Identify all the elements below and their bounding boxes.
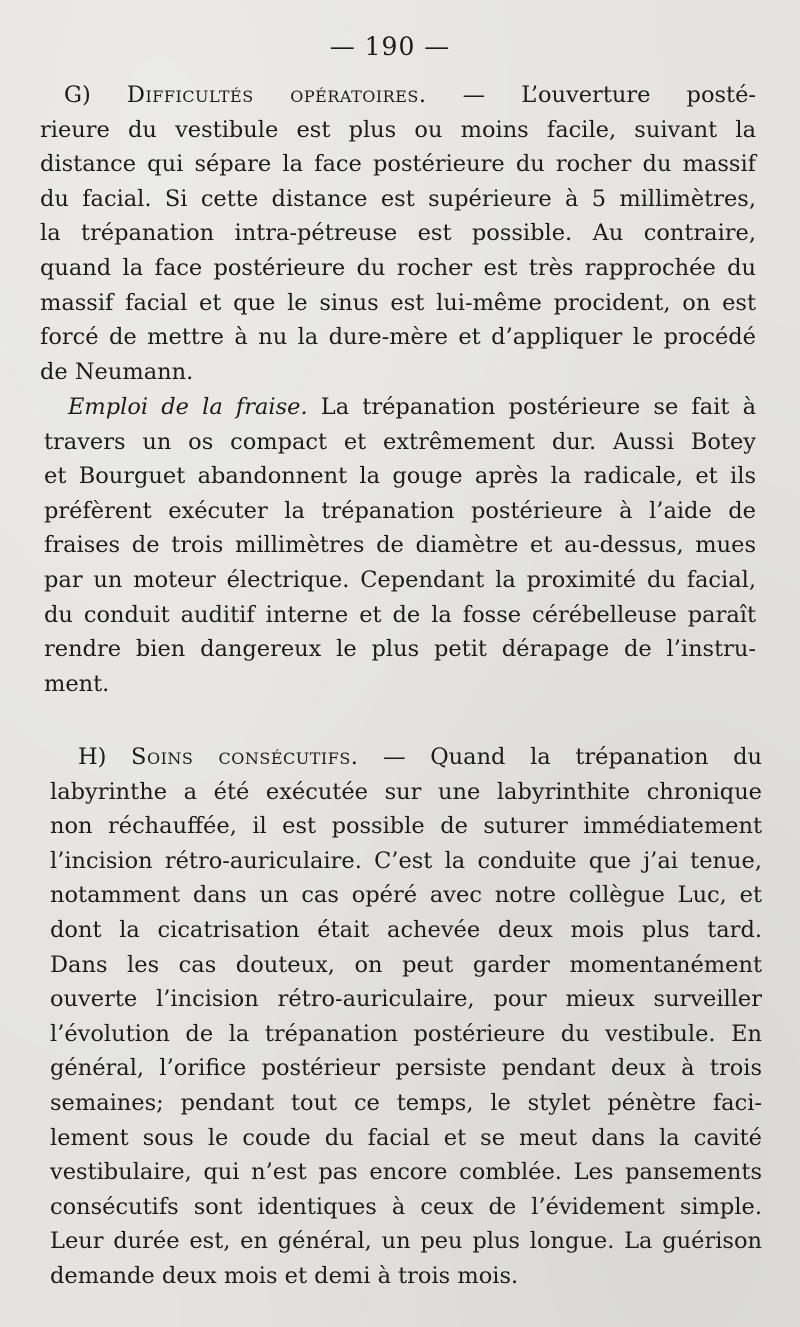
emploi-fraise-paragraph (44, 390, 756, 701)
section-h-line-2: labyrinthe a été exécutée sur une labyrinthite chronique (50, 778, 762, 805)
section-h-line-11: semaines; pendant tout ce temps, le stylet pénètre faci- (50, 1089, 762, 1116)
section-g-line-5: la trépanation intra-pétreuse est possible. Au contraire, (40, 220, 756, 247)
emploi-line-5: fraises de trois millimètres de diamètre et au-dessus, mues (44, 532, 756, 559)
section-g-line-9: de Neumann. (40, 358, 194, 385)
emploi-lead: Emploi de la fraise. (68, 394, 308, 420)
emploi-line-9: ment. (44, 670, 110, 697)
section-h-line-3: non réchauffée, il est possible de suturer immédiatement (50, 813, 762, 840)
section-h-line-15: Leur durée est, en général, un peu plus longue. La guérison (50, 1228, 762, 1255)
section-h-line-13: vestibulaire, qui n’est pas encore comblée. Les pansements (50, 1159, 762, 1186)
emploi-line-8: rendre bien dangereux le plus petit dérapage de l’instru- (44, 636, 756, 663)
section-h-line-9: l’évolution de la trépanation postérieure du vestibule. En (50, 1020, 762, 1047)
section-g-line-6: quand la face postérieure du rocher est très rapprochée du (40, 254, 756, 281)
section-h-line-8: ouverte l’incision rétro-auriculaire, pour mieux surveiller (50, 986, 762, 1013)
section-h-heading-title: Soins consécutifs. (131, 744, 359, 770)
emploi-line-1 (44, 390, 756, 425)
section-h-paragraph (50, 740, 762, 1294)
section-h-line-6: dont la cicatrisation était achevée deux mois plus tard. (50, 916, 762, 943)
emploi-line-2: travers un os compact et extrêmement dur. Aussi Botey (44, 428, 756, 455)
section-g-line-8: forcé de mettre à nu la dure-mère et d’appliquer le procédé (40, 324, 756, 351)
section-h-line-16: demande deux mois et demi à trois mois. (50, 1262, 519, 1289)
section-g-text: L’ouverture posté- (521, 82, 757, 108)
section-h-text: Quand la trépanation du (430, 744, 762, 770)
section-g-heading-dash: — (426, 82, 522, 108)
emploi-line-3: et Bourguet abandonnent la gouge après la radicale, et ils (44, 463, 756, 490)
emploi-line-4: préfèrent exécuter la trépanation postérieure à l’aide de (44, 497, 756, 524)
section-h-line-12: lement sous le coude du facial et se meut dans la cavité (50, 1124, 762, 1151)
section-h-heading-dash: — (358, 744, 431, 770)
section-g-heading-letter: G) (64, 82, 91, 108)
section-g-paragraph (40, 78, 756, 389)
section-h-line-5: notamment dans un cas opéré avec notre collègue Luc, et (50, 882, 762, 909)
page-number: — 190 — (329, 32, 451, 61)
emploi-text: La trépanation postérieure se fait à (307, 394, 756, 420)
section-g-line-3: distance qui sépare la face postérieure du rocher du massif (40, 151, 756, 178)
section-h-line-14: consécutifs sont identiques à ceux de l’évidement simple. (50, 1193, 762, 1220)
section-g-line-1 (40, 78, 756, 113)
section-g-line-2: rieure du vestibule est plus ou moins facile, suivant la (40, 116, 756, 143)
section-h-line-7: Dans les cas douteux, on peut garder momentanément (50, 951, 762, 978)
emploi-line-6: par un moteur électrique. Cependant la proximité du facial, (44, 566, 756, 593)
section-h-line-1 (50, 740, 762, 775)
section-h-line-10: général, l’orifice postérieur persiste pendant deux à trois (50, 1055, 762, 1082)
section-g-line-4: du facial. Si cette distance est supérieure à 5 millimètres, (40, 185, 756, 212)
emploi-line-7: du conduit auditif interne et de la fosse cérébelleuse paraît (44, 601, 756, 628)
section-g-line-7: massif facial et que le sinus est lui-même procident, on est (40, 289, 756, 316)
section-g-heading-title: Difficultés opératoires. (126, 82, 427, 108)
section-h-heading-letter: H) (78, 744, 107, 770)
section-h-line-4: l’incision rétro-auriculaire. C’est la conduite que j’ai tenue, (50, 847, 762, 874)
